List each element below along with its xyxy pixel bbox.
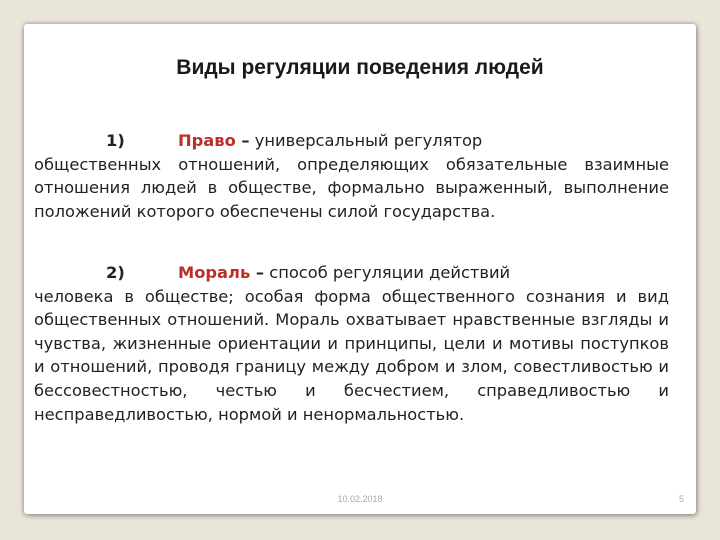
slide [24,24,696,514]
definition-heading-2 [34,261,669,285]
definition-lead: способ регуляции действий [264,263,511,282]
definition-item-1 [34,129,669,223]
term-dash: – [250,263,265,282]
definition-item-2 [34,261,669,426]
footer-date: 10.02.2018 [337,494,383,504]
definition-body: общественных отношений, определяющих обязательные взаимные отношения людей в обществе, формально выраженный, выполнение положений которого обеспечены силой государства. [34,154,669,221]
term-label: Мораль [178,263,251,282]
slide-title: Виды регуляции поведения людей [176,56,544,79]
item-number: 1) [106,131,125,150]
definition-heading-1 [34,129,669,153]
term-label: Право [178,131,236,150]
page-number: 5 [678,494,684,504]
term-dash: – [235,131,250,150]
item-number: 2) [106,263,125,282]
definition-body: человека в обществе; особая форма общественного сознания и вид общественных отношений. Мораль охватывает нравственные взгляды и чувства, жизненные ориентации и принципы, цели и мотивы поступков и отношений, проводя границу между добром и злом, совестливостью и бессовестностью, честью и бесчестием, справедливостью и несправедливостью, нормой и ненормальностью. [34,286,669,424]
definition-lead: универсальный регулятор [249,131,483,150]
